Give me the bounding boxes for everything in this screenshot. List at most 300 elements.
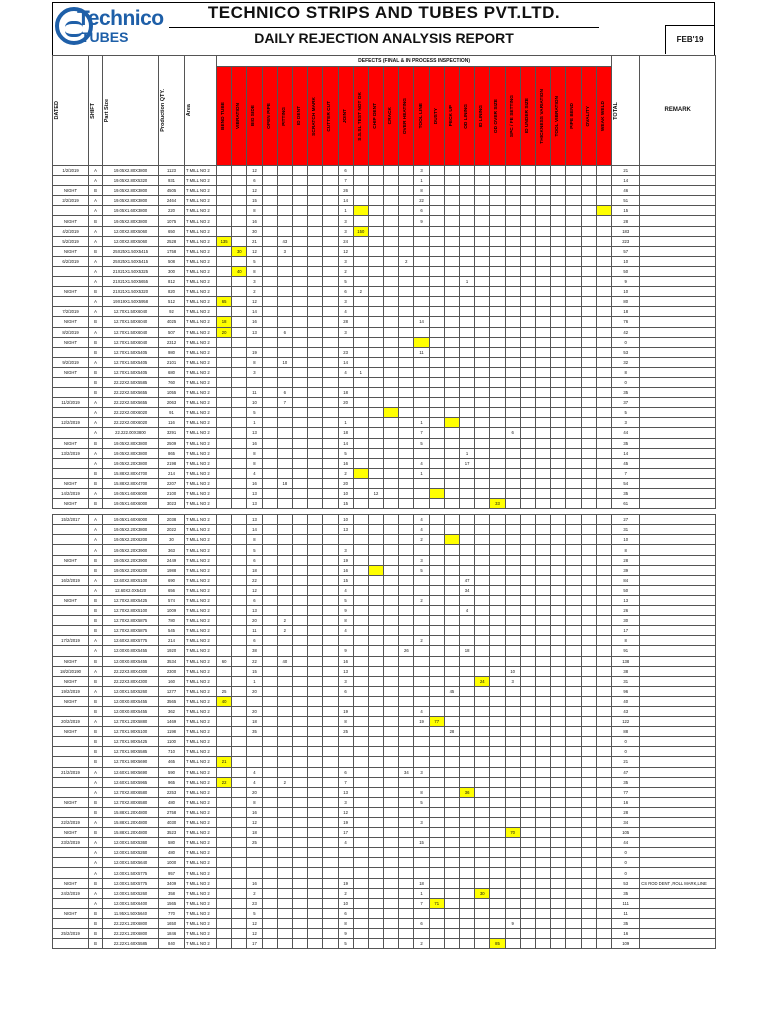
cell-defect-count bbox=[475, 646, 490, 656]
cell-defect-count bbox=[566, 828, 581, 838]
cell-defect-count bbox=[520, 666, 535, 676]
cell-defect-count bbox=[277, 266, 292, 276]
cell-defect-count bbox=[247, 747, 262, 757]
cell-defect-count bbox=[596, 878, 612, 888]
cell-defect-count bbox=[460, 777, 475, 787]
cell-defect-count bbox=[217, 898, 232, 908]
defect-col-23 bbox=[566, 67, 581, 166]
cell-defect-count bbox=[535, 757, 550, 767]
cell-defect-count bbox=[232, 606, 247, 616]
cell-defect-count bbox=[490, 595, 505, 605]
cell-defect-count bbox=[520, 929, 535, 939]
cell-defect-count bbox=[217, 929, 232, 939]
cell-defect-count bbox=[444, 696, 459, 706]
cell-remark bbox=[640, 828, 716, 838]
cell-production-qty: 1277 bbox=[159, 686, 185, 696]
cell-defect-count bbox=[384, 929, 399, 939]
cell-defect-count bbox=[384, 686, 399, 696]
cell-defect-count bbox=[429, 636, 444, 646]
cell-defect-count: 4 bbox=[414, 706, 429, 716]
cell-defect-count bbox=[581, 868, 596, 878]
cell-defect-count bbox=[384, 499, 399, 509]
cell-defect-count bbox=[399, 848, 414, 858]
cell-remark bbox=[640, 918, 716, 928]
cell-defect-count bbox=[368, 606, 383, 616]
cell-defect-count bbox=[353, 868, 368, 878]
cell-defect-count bbox=[490, 737, 505, 747]
cell-area: T MILL NO 2 bbox=[185, 367, 217, 377]
cell-defect-count: 3 bbox=[338, 797, 353, 807]
cell-defect-count bbox=[277, 898, 292, 908]
cell-defect-count bbox=[581, 186, 596, 196]
cell-defect-count bbox=[490, 287, 505, 297]
cell-defect-count bbox=[308, 696, 323, 706]
cell-defect-count bbox=[566, 858, 581, 868]
cell-defect-count bbox=[277, 277, 292, 287]
cell-area: T MILL NO 2 bbox=[185, 848, 217, 858]
cell-defect-count bbox=[505, 535, 520, 545]
cell-defect-count bbox=[308, 458, 323, 468]
cell-defect-count bbox=[581, 307, 596, 317]
company-logo bbox=[55, 5, 164, 49]
cell-shift: B bbox=[89, 565, 103, 575]
cell-defect-count bbox=[444, 797, 459, 807]
cell-defect-count bbox=[596, 626, 612, 636]
cell-production-qty: 30 bbox=[159, 535, 185, 545]
table-row bbox=[53, 737, 716, 747]
cell-production-qty: 2312 bbox=[159, 337, 185, 347]
cell-defect-count bbox=[384, 287, 399, 297]
cell-defect-count bbox=[505, 929, 520, 939]
cell-defect-count bbox=[566, 525, 581, 535]
cell-defect-count bbox=[277, 297, 292, 307]
cell-defect-count bbox=[596, 388, 612, 398]
cell-defect-count: 5 bbox=[414, 565, 429, 575]
cell-defect-count bbox=[262, 408, 277, 418]
cell-defect-count bbox=[596, 727, 612, 737]
cell-date: NIGHT bbox=[53, 797, 89, 807]
cell-date bbox=[53, 176, 89, 186]
cell-defect-count bbox=[262, 535, 277, 545]
cell-production-qty: 3291 bbox=[159, 428, 185, 438]
cell-date bbox=[53, 939, 89, 949]
cell-defect-count bbox=[444, 838, 459, 848]
table-row bbox=[53, 317, 716, 327]
col-total bbox=[612, 56, 640, 166]
cell-defect-count bbox=[535, 499, 550, 509]
cell-defect-count bbox=[535, 737, 550, 747]
cell-date bbox=[53, 266, 89, 276]
cell-remark bbox=[640, 196, 716, 206]
cell-defect-count: 3 bbox=[414, 166, 429, 176]
cell-defect-count bbox=[490, 717, 505, 727]
cell-defect-count bbox=[581, 706, 596, 716]
cell-defect-count bbox=[551, 908, 566, 918]
cell-defect-count bbox=[262, 277, 277, 287]
table-row bbox=[53, 777, 716, 787]
cell-defect-count bbox=[475, 626, 490, 636]
cell-defect-count bbox=[520, 606, 535, 616]
table-row bbox=[53, 646, 716, 656]
cell-defect-count bbox=[368, 727, 383, 737]
cell-defect-count: 12 bbox=[338, 807, 353, 817]
cell-defect-count bbox=[535, 818, 550, 828]
cell-defect-count bbox=[475, 696, 490, 706]
cell-defect-count bbox=[596, 636, 612, 646]
cell-defect-count bbox=[308, 717, 323, 727]
cell-defect-count bbox=[323, 848, 338, 858]
cell-defect-count: 28 bbox=[444, 727, 459, 737]
cell-defect-count bbox=[475, 848, 490, 858]
cell-shift: A bbox=[89, 226, 103, 236]
table-row bbox=[53, 515, 716, 525]
cell-defect-count bbox=[505, 737, 520, 747]
cell-defect-count bbox=[444, 676, 459, 686]
cell-defect-count bbox=[308, 398, 323, 408]
cell-remark bbox=[640, 266, 716, 276]
defect-col-label: ID DENT bbox=[297, 106, 303, 126]
cell-total: 0 bbox=[612, 377, 640, 387]
cell-defect-count bbox=[368, 918, 383, 928]
cell-defect-count bbox=[490, 918, 505, 928]
cell-remark bbox=[640, 797, 716, 807]
cell-defect-count bbox=[399, 216, 414, 226]
cell-production-qty: 2038 bbox=[159, 515, 185, 525]
cell-defect-count bbox=[277, 727, 292, 737]
cell-shift: B bbox=[89, 606, 103, 616]
defect-col-label: S.S.SL TEST NOT OK bbox=[357, 91, 363, 141]
cell-date bbox=[53, 898, 89, 908]
cell-defect-count bbox=[399, 287, 414, 297]
cell-defect-count bbox=[384, 626, 399, 636]
cell-defect-count bbox=[596, 377, 612, 387]
cell-defect-count bbox=[232, 236, 247, 246]
cell-defect-count bbox=[353, 575, 368, 585]
cell-defect-count bbox=[277, 797, 292, 807]
cell-defect-count bbox=[429, 478, 444, 488]
cell-defect-count bbox=[277, 717, 292, 727]
defect-col-0 bbox=[217, 67, 232, 166]
cell-defect-count: 19 bbox=[338, 818, 353, 828]
cell-defect-count: 11 bbox=[414, 347, 429, 357]
cell-defect-count bbox=[566, 317, 581, 327]
cell-part-size: 12.70X1.20X5880 bbox=[103, 717, 159, 727]
cell-defect-count bbox=[429, 555, 444, 565]
cell-defect-count bbox=[596, 666, 612, 676]
cell-defect-count: 10 bbox=[505, 666, 520, 676]
cell-defect-count bbox=[566, 186, 581, 196]
cell-defect-count bbox=[566, 777, 581, 787]
cell-defect-count bbox=[566, 468, 581, 478]
cell-production-qty: 3534 bbox=[159, 656, 185, 666]
cell-defect-count bbox=[460, 898, 475, 908]
cell-defect-count bbox=[520, 398, 535, 408]
cell-defect-count bbox=[444, 747, 459, 757]
cell-date bbox=[53, 757, 89, 767]
cell-defect-count bbox=[475, 307, 490, 317]
cell-defect-count bbox=[414, 575, 429, 585]
cell-defect-count bbox=[323, 565, 338, 575]
cell-defect-count bbox=[444, 468, 459, 478]
cell-defect-count bbox=[323, 337, 338, 347]
cell-defect-count bbox=[475, 377, 490, 387]
cell-defect-count bbox=[323, 307, 338, 317]
cell-production-qty: 4025 bbox=[159, 317, 185, 327]
defect-col-5 bbox=[292, 67, 307, 166]
cell-defect-count bbox=[353, 646, 368, 656]
cell-defect-count bbox=[566, 717, 581, 727]
cell-defect-count bbox=[475, 398, 490, 408]
cell-defect-count bbox=[353, 499, 368, 509]
cell-defect-count bbox=[414, 858, 429, 868]
cell-defect-count: 70 bbox=[505, 828, 520, 838]
cell-defect-count bbox=[429, 747, 444, 757]
cell-defect-count bbox=[292, 555, 307, 565]
cell-defect-count bbox=[368, 398, 383, 408]
defect-col-label: TOOL LINE bbox=[418, 103, 424, 129]
cell-defect-count bbox=[551, 377, 566, 387]
cell-defect-count bbox=[217, 206, 232, 216]
cell-defect-count bbox=[460, 287, 475, 297]
cell-part-size: 25X25X1.50X5415 bbox=[103, 246, 159, 256]
cell-date bbox=[53, 468, 89, 478]
cell-date: 22/2/2019 bbox=[53, 818, 89, 828]
cell-defect-count bbox=[520, 858, 535, 868]
cell-defect-count bbox=[429, 888, 444, 898]
defect-col-8 bbox=[338, 67, 353, 166]
cell-defect-count bbox=[262, 626, 277, 636]
cell-remark bbox=[640, 787, 716, 797]
cell-defect-count bbox=[384, 606, 399, 616]
cell-defect-count bbox=[384, 307, 399, 317]
cell-defect-count bbox=[444, 458, 459, 468]
cell-defect-count bbox=[566, 929, 581, 939]
cell-defect-count bbox=[535, 226, 550, 236]
cell-defect-count bbox=[520, 408, 535, 418]
cell-defect-count bbox=[551, 367, 566, 377]
cell-total: 10 bbox=[612, 287, 640, 297]
table-row bbox=[53, 595, 716, 605]
cell-total: 46 bbox=[612, 186, 640, 196]
cell-shift: A bbox=[89, 266, 103, 276]
cell-defect-count bbox=[551, 848, 566, 858]
cell-defect-count: 47 bbox=[460, 575, 475, 585]
cell-defect-count bbox=[414, 236, 429, 246]
cell-defect-count bbox=[505, 438, 520, 448]
cell-defect-count bbox=[551, 489, 566, 499]
cell-shift: A bbox=[89, 868, 103, 878]
cell-defect-count bbox=[444, 418, 459, 428]
cell-defect-count bbox=[368, 186, 383, 196]
cell-defect-count bbox=[262, 666, 277, 676]
cell-defect-count bbox=[551, 656, 566, 666]
cell-defect-count bbox=[277, 757, 292, 767]
cell-defect-count bbox=[217, 307, 232, 317]
cell-defect-count bbox=[490, 398, 505, 408]
cell-defect-count bbox=[535, 787, 550, 797]
cell-production-qty: 2449 bbox=[159, 555, 185, 565]
cell-production-qty: 680 bbox=[159, 367, 185, 377]
cell-defect-count bbox=[475, 246, 490, 256]
cell-defect-count bbox=[232, 686, 247, 696]
cell-defect-count bbox=[551, 307, 566, 317]
cell-defect-count bbox=[414, 686, 429, 696]
cell-defect-count bbox=[399, 478, 414, 488]
cell-defect-count bbox=[232, 489, 247, 499]
cell-defect-count bbox=[368, 357, 383, 367]
cell-production-qty: 3523 bbox=[159, 828, 185, 838]
cell-defect-count bbox=[460, 515, 475, 525]
table-row bbox=[53, 297, 716, 307]
cell-defect-count bbox=[581, 468, 596, 478]
cell-defect-count bbox=[414, 747, 429, 757]
cell-production-qty: 1000 bbox=[159, 858, 185, 868]
cell-total: 111 bbox=[612, 898, 640, 908]
cell-defect-count bbox=[520, 757, 535, 767]
cell-defect-count bbox=[292, 525, 307, 535]
cell-defect-count bbox=[551, 858, 566, 868]
cell-production-qty: 2464 bbox=[159, 196, 185, 206]
cell-defect-count bbox=[444, 868, 459, 878]
cell-part-size: 21X21X1.50X5320 bbox=[103, 287, 159, 297]
cell-defect-count bbox=[505, 277, 520, 287]
cell-defect-count bbox=[262, 347, 277, 357]
cell-defect-count bbox=[581, 176, 596, 186]
cell-defect-count bbox=[399, 408, 414, 418]
cell-defect-count: 24 bbox=[338, 236, 353, 246]
cell-defect-count bbox=[353, 888, 368, 898]
cell-defect-count bbox=[535, 888, 550, 898]
cell-area: T MILL NO 2 bbox=[185, 767, 217, 777]
cell-area: T MILL NO 2 bbox=[185, 236, 217, 246]
cell-defect-count: 20 bbox=[217, 327, 232, 337]
cell-part-size: 12.00X1.50X5640 bbox=[103, 858, 159, 868]
cell-defect-count: 23 bbox=[247, 898, 262, 908]
cell-defect-count bbox=[460, 767, 475, 777]
cell-defect-count bbox=[581, 939, 596, 949]
cell-defect-count: 1 bbox=[247, 676, 262, 686]
cell-defect-count bbox=[566, 418, 581, 428]
table-row bbox=[53, 717, 716, 727]
cell-defect-count bbox=[399, 727, 414, 737]
cell-defect-count: 3 bbox=[414, 555, 429, 565]
cell-defect-count bbox=[475, 939, 490, 949]
cell-defect-count bbox=[368, 575, 383, 585]
table-row bbox=[53, 706, 716, 716]
defect-col-11 bbox=[384, 67, 399, 166]
cell-defect-count bbox=[277, 888, 292, 898]
cell-part-size: 15.88X1.20X4800 bbox=[103, 807, 159, 817]
cell-defect-count bbox=[460, 696, 475, 706]
cell-defect-count bbox=[232, 327, 247, 337]
cell-defect-count bbox=[535, 565, 550, 575]
cell-production-qty: 840 bbox=[159, 939, 185, 949]
cell-defect-count bbox=[277, 908, 292, 918]
cell-defect-count: 12 bbox=[247, 166, 262, 176]
cell-defect-count bbox=[581, 858, 596, 868]
cell-defect-count bbox=[596, 777, 612, 787]
cell-shift: A bbox=[89, 838, 103, 848]
cell-defect-count bbox=[566, 438, 581, 448]
cell-defect-count bbox=[353, 418, 368, 428]
cell-area: T MILL NO 2 bbox=[185, 525, 217, 535]
table-row bbox=[53, 575, 716, 585]
cell-production-qty: 2253 bbox=[159, 787, 185, 797]
cell-defect-count bbox=[399, 545, 414, 555]
cell-defect-count bbox=[444, 408, 459, 418]
cell-defect-count bbox=[384, 878, 399, 888]
cell-defect-count bbox=[444, 216, 459, 226]
cell-defect-count: 6 bbox=[414, 206, 429, 216]
cell-defect-count bbox=[368, 216, 383, 226]
cell-defect-count bbox=[217, 458, 232, 468]
cell-defect-count: 8 bbox=[247, 448, 262, 458]
cell-defect-count bbox=[353, 727, 368, 737]
cell-defect-count bbox=[581, 377, 596, 387]
cell-remark bbox=[640, 458, 716, 468]
cell-shift: B bbox=[89, 706, 103, 716]
cell-defect-count bbox=[368, 747, 383, 757]
cell-defect-count bbox=[551, 166, 566, 176]
cell-shift: B bbox=[89, 595, 103, 605]
cell-total: 10 bbox=[612, 256, 640, 266]
cell-defect-count bbox=[368, 468, 383, 478]
cell-total: 8 bbox=[612, 636, 640, 646]
company-name: TECHNICO STRIPS AND TUBES PVT.LTD. bbox=[207, 3, 561, 22]
cell-defect-count bbox=[551, 499, 566, 509]
cell-defect-count bbox=[292, 767, 307, 777]
cell-defect-count bbox=[551, 515, 566, 525]
cell-defect-count: 2 bbox=[277, 626, 292, 636]
cell-defect-count bbox=[535, 367, 550, 377]
cell-defect-count: 40 bbox=[217, 696, 232, 706]
cell-defect-count bbox=[308, 388, 323, 398]
cell-shift: B bbox=[89, 555, 103, 565]
cell-defect-count: 5 bbox=[247, 545, 262, 555]
cell-area: T MILL NO 2 bbox=[185, 256, 217, 266]
cell-defect-count bbox=[323, 646, 338, 656]
cell-defect-count bbox=[596, 236, 612, 246]
cell-defect-count bbox=[520, 327, 535, 337]
cell-defect-count bbox=[308, 545, 323, 555]
cell-defect-count bbox=[217, 428, 232, 438]
cell-defect-count bbox=[475, 448, 490, 458]
cell-defect-count bbox=[368, 616, 383, 626]
cell-defect-count bbox=[262, 186, 277, 196]
cell-defect-count bbox=[262, 727, 277, 737]
cell-defect-count bbox=[323, 747, 338, 757]
cell-defect-count bbox=[535, 848, 550, 858]
cell-defect-count bbox=[444, 317, 459, 327]
cell-defect-count bbox=[353, 838, 368, 848]
cell-defect-count bbox=[460, 555, 475, 565]
defect-col-label: ID UNDER SIZE bbox=[524, 98, 530, 134]
cell-defect-count bbox=[596, 898, 612, 908]
cell-part-size: 12.70X1.90X5100 bbox=[103, 727, 159, 737]
table-row bbox=[53, 525, 716, 535]
cell-defect-count: 3 bbox=[338, 256, 353, 266]
cell-total: 8 bbox=[612, 545, 640, 555]
cell-defect-count: 8 bbox=[414, 787, 429, 797]
cell-defect-count bbox=[353, 388, 368, 398]
cell-defect-count bbox=[384, 458, 399, 468]
cell-defect-count bbox=[292, 166, 307, 176]
cell-part-size: 22.22X2.50X5655 bbox=[103, 398, 159, 408]
cell-production-qty: 2207 bbox=[159, 478, 185, 488]
cell-defect-count bbox=[323, 807, 338, 817]
cell-defect-count bbox=[232, 656, 247, 666]
cell-defect-count bbox=[217, 398, 232, 408]
